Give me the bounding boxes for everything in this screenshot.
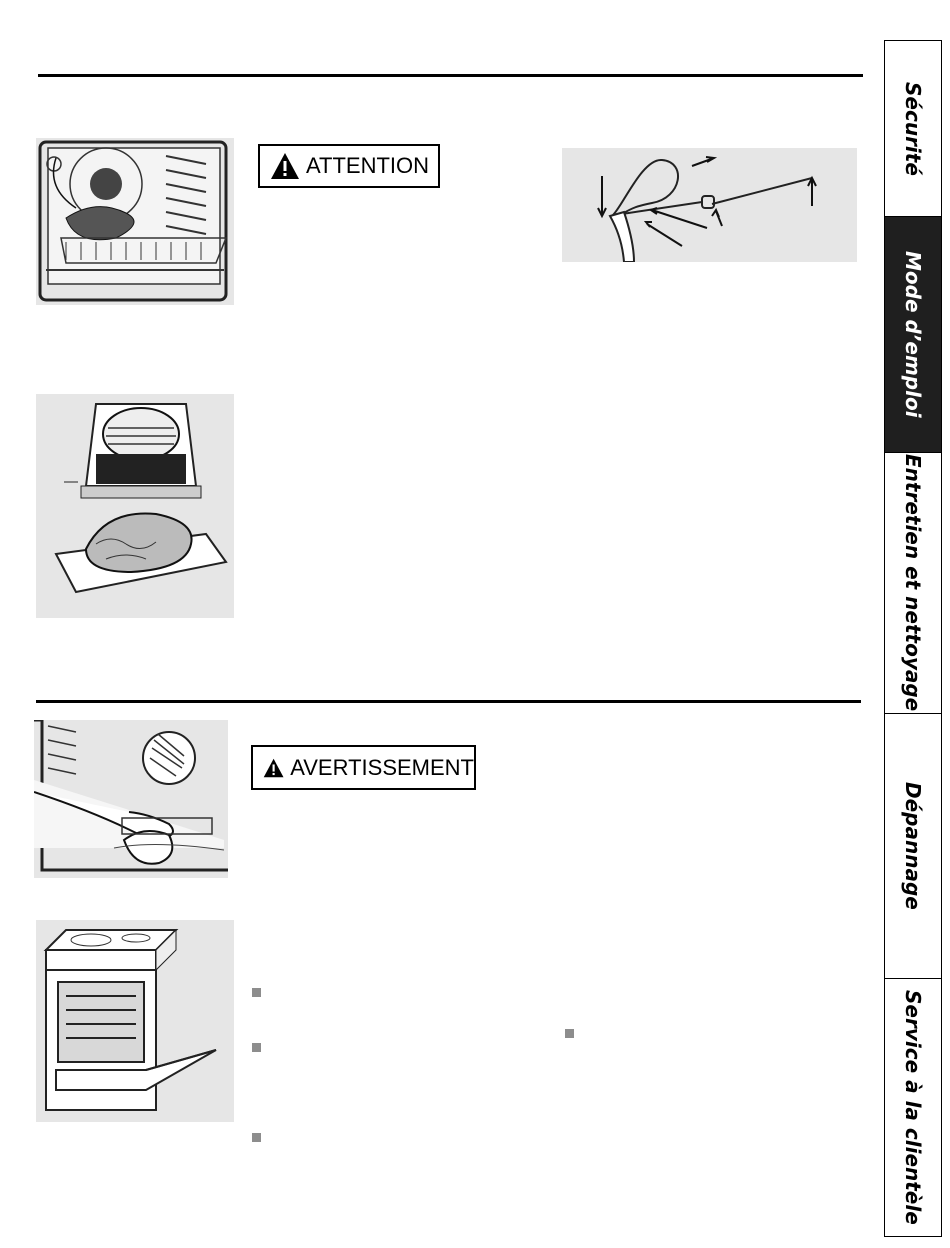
roast-pan-illustration bbox=[36, 394, 234, 618]
avertissement-label: AVERTISSEMENT bbox=[290, 754, 474, 780]
list-bullet bbox=[252, 1133, 261, 1142]
hand-cleaning-illustration bbox=[34, 720, 228, 878]
range-open-door-illustration bbox=[36, 920, 234, 1122]
tab-service-a-la-clientele[interactable] bbox=[885, 979, 941, 1236]
oven-roast-illustration bbox=[36, 138, 234, 305]
tab-label: Sécurité bbox=[901, 81, 925, 176]
temperature-probe-illustration bbox=[562, 148, 857, 262]
tab-securite[interactable] bbox=[885, 41, 941, 217]
tab-depannage[interactable] bbox=[885, 714, 941, 979]
warning-triangle-icon bbox=[270, 151, 300, 181]
list-bullet bbox=[252, 1043, 261, 1052]
tab-mode-d-emploi[interactable] bbox=[885, 217, 941, 453]
list-bullet bbox=[252, 988, 261, 997]
attention-warning-box bbox=[258, 144, 440, 188]
side-tab-bar bbox=[884, 40, 942, 1237]
attention-label: ATTENTION bbox=[306, 153, 430, 178]
section-divider bbox=[36, 700, 861, 703]
warning-triangle-icon bbox=[263, 753, 284, 783]
top-rule bbox=[38, 74, 863, 77]
tab-label: Mode d’emploi bbox=[901, 251, 925, 418]
tab-label: Service à la clientèle bbox=[901, 990, 925, 1225]
tab-entretien-et-nettoyage[interactable] bbox=[885, 453, 941, 714]
list-bullet bbox=[565, 1029, 574, 1038]
avertissement-warning-box bbox=[251, 745, 476, 790]
tab-label: Entretien et nettoyage bbox=[901, 454, 925, 712]
tab-label: Dépannage bbox=[901, 782, 925, 910]
